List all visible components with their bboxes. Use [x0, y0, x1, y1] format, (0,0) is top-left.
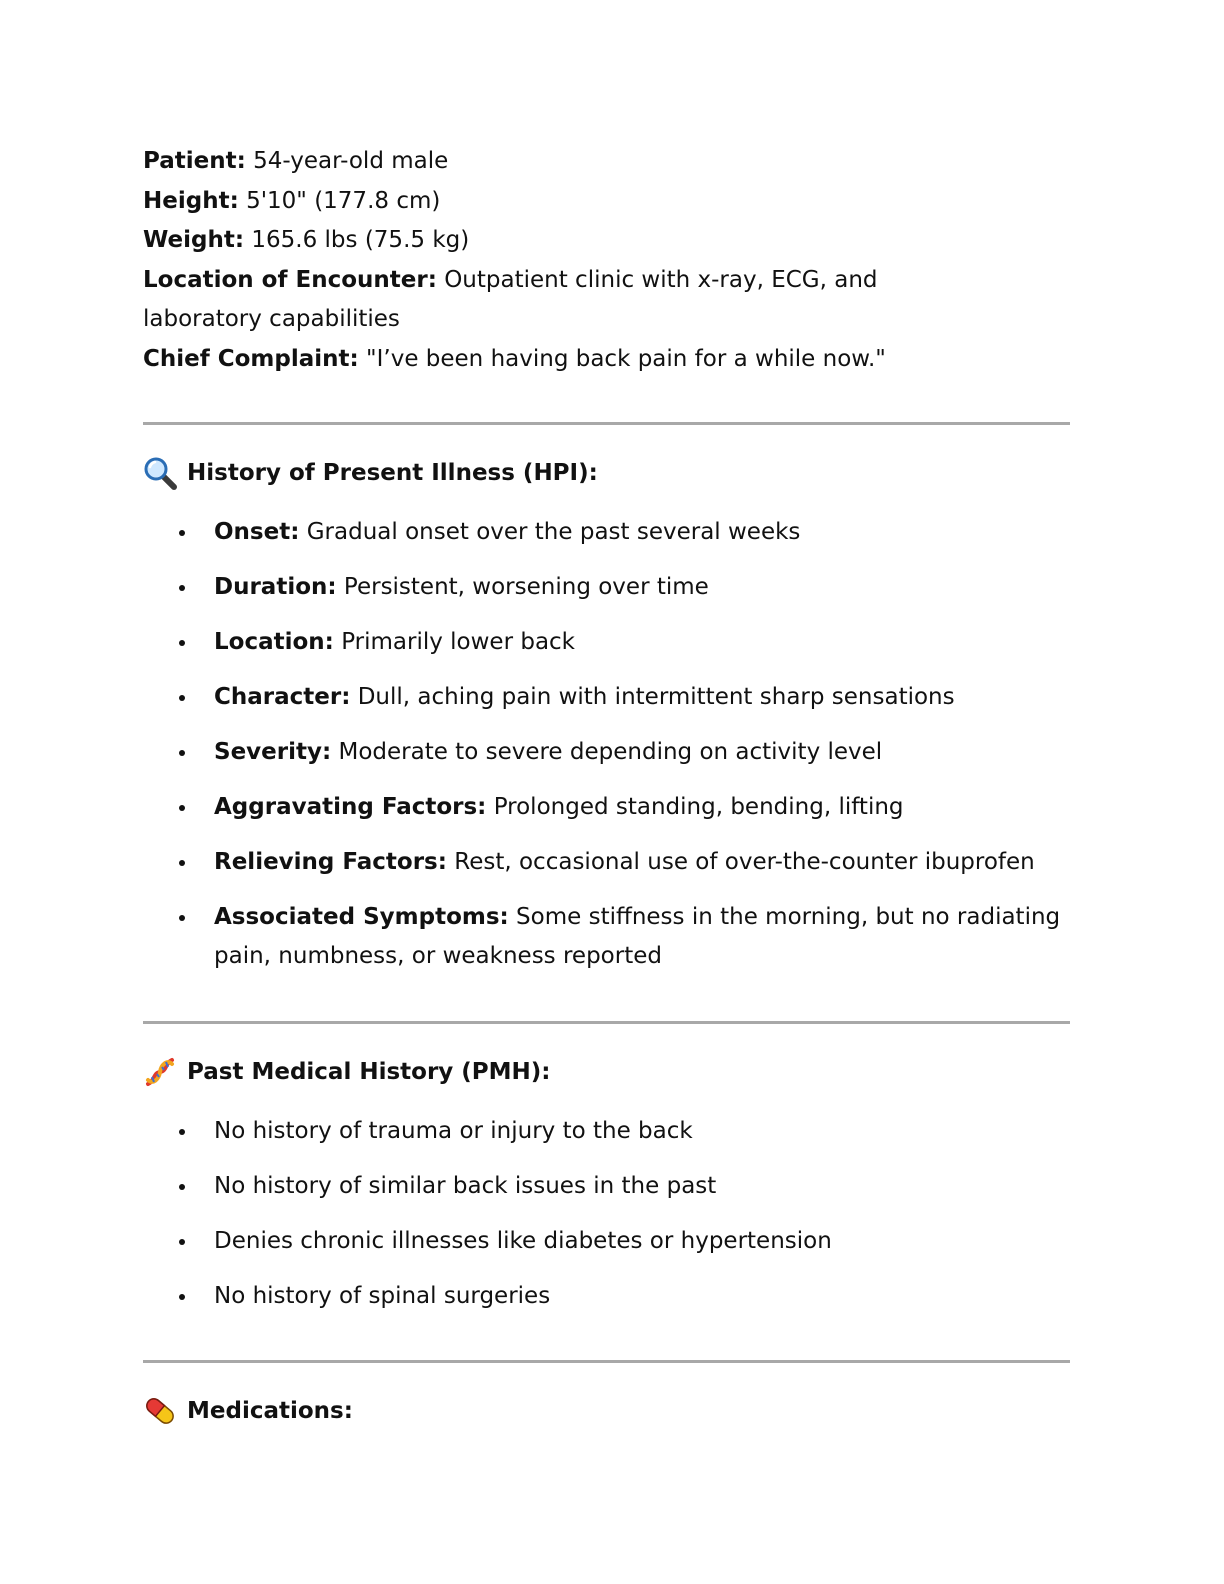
pmh-list: [143, 1112, 1073, 1316]
bullet: [179, 1294, 185, 1300]
divider: [143, 1021, 1070, 1024]
list-item: [143, 1112, 1073, 1151]
weight-value: 165.6 lbs (75.5 kg): [251, 227, 470, 253]
hpi-heading: [143, 456, 1073, 490]
location-value: Outpatient clinic with x-ray, ECG, and laboratory capabilities: [143, 266, 878, 332]
list-item: [143, 843, 1073, 882]
hpi-title: History of Present Illness (HPI):: [187, 460, 598, 486]
item-text: No history of spinal surgeries: [214, 1283, 551, 1309]
item-value: Gradual onset over the past several weeks: [306, 519, 801, 545]
item-text: No history of trauma or injury to the back: [214, 1118, 693, 1144]
divider: [143, 1360, 1070, 1363]
bullet: [179, 860, 185, 866]
pmh-heading: [143, 1055, 1073, 1089]
list-item: [143, 678, 1073, 717]
medications-heading: [143, 1394, 1073, 1428]
item-text: Denies chronic illnesses like diabetes or hypertension: [214, 1228, 832, 1254]
bullet: [179, 585, 185, 591]
bullet: [179, 1239, 185, 1245]
bullet: [179, 640, 185, 646]
list-item: [143, 513, 1073, 552]
pill-icon: [143, 1394, 177, 1428]
document-page: [143, 142, 1073, 1428]
list-item: [143, 898, 1073, 976]
item-label: Duration:: [214, 574, 337, 600]
location-line: [143, 261, 973, 340]
weight-line: [143, 221, 1073, 261]
item-value: Rest, occasional use of over-the-counter ibuprofen: [454, 849, 1035, 875]
bullet: [179, 915, 185, 921]
item-label: Associated Symptoms:: [214, 904, 509, 930]
weight-label: Weight:: [143, 227, 245, 253]
item-text: No history of similar back issues in the past: [214, 1173, 717, 1199]
pmh-title: Past Medical History (PMH):: [187, 1059, 551, 1085]
bullet: [179, 750, 185, 756]
magnifying-glass-icon: [143, 456, 177, 490]
height-value: 5'10" (177.8 cm): [246, 187, 441, 214]
item-label: Location:: [214, 629, 334, 655]
list-item: [143, 733, 1073, 772]
item-value: Dull, aching pain with intermittent sharp sensations: [357, 684, 955, 710]
hpi-list: [143, 513, 1073, 976]
item-value: Primarily lower back: [341, 629, 576, 655]
height-line: [143, 182, 1073, 222]
list-item: [143, 1167, 1073, 1206]
patient-value: 54-year-old male: [253, 148, 449, 174]
medications-title: Medications:: [187, 1398, 353, 1424]
list-item: [143, 623, 1073, 662]
list-item: [143, 1222, 1073, 1261]
item-value: Some stiffness in the morning, but no radiating pain, numbness, or weakness reported: [214, 904, 1061, 969]
divider: [143, 422, 1070, 425]
bullet: [179, 805, 185, 811]
item-value: Moderate to severe depending on activity level: [338, 739, 883, 765]
patient-line: [143, 142, 1073, 182]
dna-icon: [143, 1055, 177, 1089]
location-label: Location of Encounter:: [143, 266, 437, 293]
item-value: Persistent, worsening over time: [343, 574, 709, 600]
item-label: Relieving Factors:: [214, 849, 447, 875]
bullet: [179, 1129, 185, 1135]
chief-complaint-value: "I’ve been having back pain for a while now.": [366, 345, 886, 372]
list-item: [143, 1277, 1073, 1316]
bullet: [179, 530, 185, 536]
height-label: Height:: [143, 187, 239, 214]
item-value: Prolonged standing, bending, lifting: [493, 794, 904, 820]
patient-label: Patient:: [143, 148, 246, 174]
chief-complaint-label: Chief Complaint:: [143, 345, 359, 372]
list-item: [143, 568, 1073, 607]
item-label: Onset:: [214, 519, 300, 545]
list-item: [143, 788, 1073, 827]
item-label: Aggravating Factors:: [214, 794, 487, 820]
item-label: Character:: [214, 684, 351, 710]
chief-complaint-line: [143, 340, 1073, 380]
bullet: [179, 695, 185, 701]
bullet: [179, 1184, 185, 1190]
item-label: Severity:: [214, 739, 332, 765]
